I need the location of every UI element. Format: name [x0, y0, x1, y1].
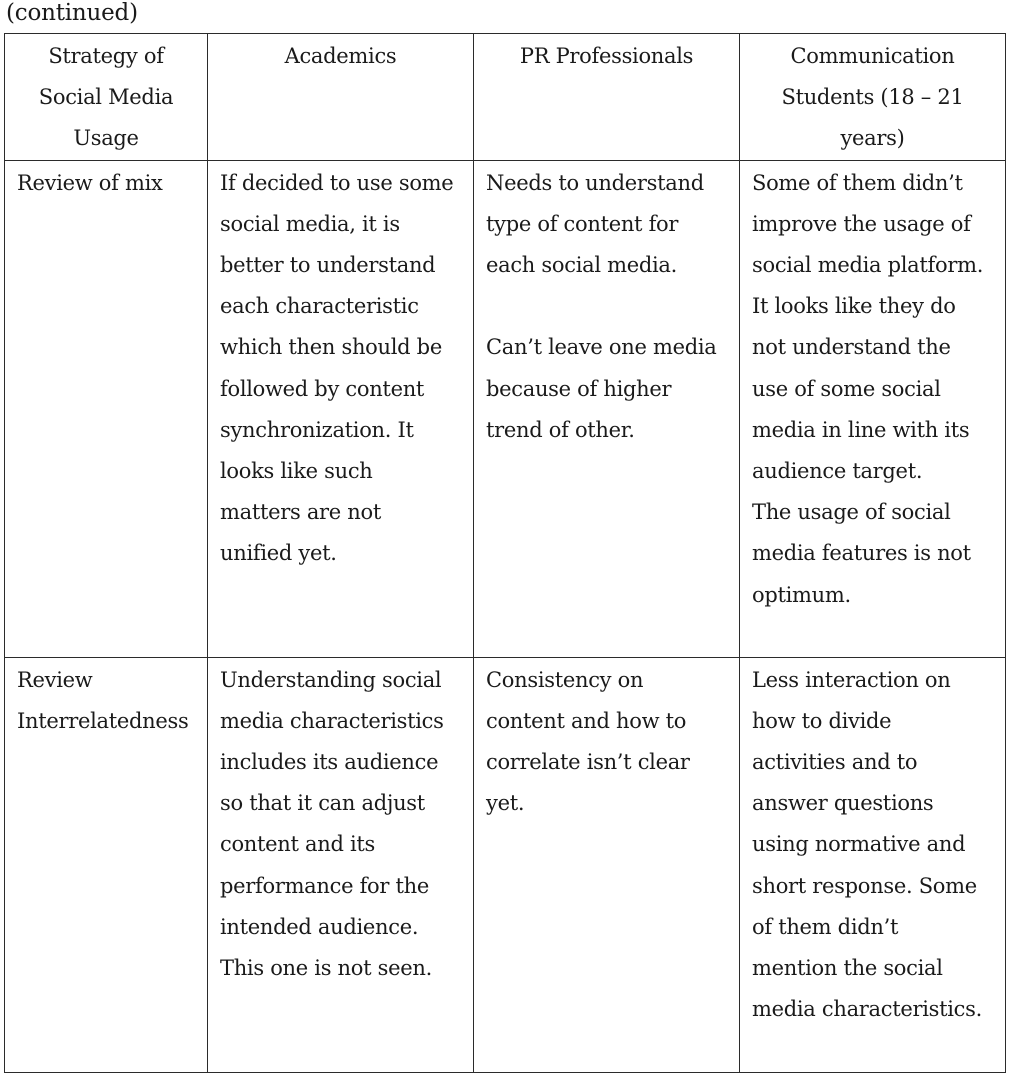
- cell-communication-students: Less interaction on how to divide activities and to answer questions using normative and short response. Some of them didn’t mention the social media characteristics.: [740, 657, 1006, 1072]
- cell-pr-professionals: Consistency on content and how to correlate isn’t clear yet.: [474, 657, 740, 1072]
- table-row-review-of-mix: [5, 160, 1006, 657]
- cell-strategy: Review of mix: [5, 160, 208, 657]
- header-academics: Academics: [208, 34, 474, 161]
- header-pr-professionals: PR Professionals: [474, 34, 740, 161]
- cell-communication-students: Some of them didn’t improve the usage of social media platform. It looks like they do not understand the use of some social media in line with its audience target. The usage of social media features is not optimum.: [740, 160, 1006, 657]
- cell-academics: Understanding social media characteristics includes its audience so that it can adjust content and its performance for the intended audience. This one is not seen.: [208, 657, 474, 1072]
- table-caption: (continued): [6, 0, 138, 26]
- table-row-review-interrelatedness: [5, 657, 1006, 1072]
- table-header-row: [5, 34, 1006, 161]
- strategy-table: [4, 33, 1006, 1073]
- cell-strategy: Review Interrelatedness: [5, 657, 208, 1072]
- header-communication-students: Communication Students (18 – 21 years): [740, 34, 1006, 161]
- header-strategy: Strategy of Social Media Usage: [5, 34, 208, 161]
- cell-academics: If decided to use some social media, it is better to understand each characteristic which then should be followed by content synchronization. It looks like such matters are not unified yet.: [208, 160, 474, 657]
- cell-pr-professionals: Needs to understand type of content for each social media. Can’t leave one media because of higher trend of other.: [474, 160, 740, 657]
